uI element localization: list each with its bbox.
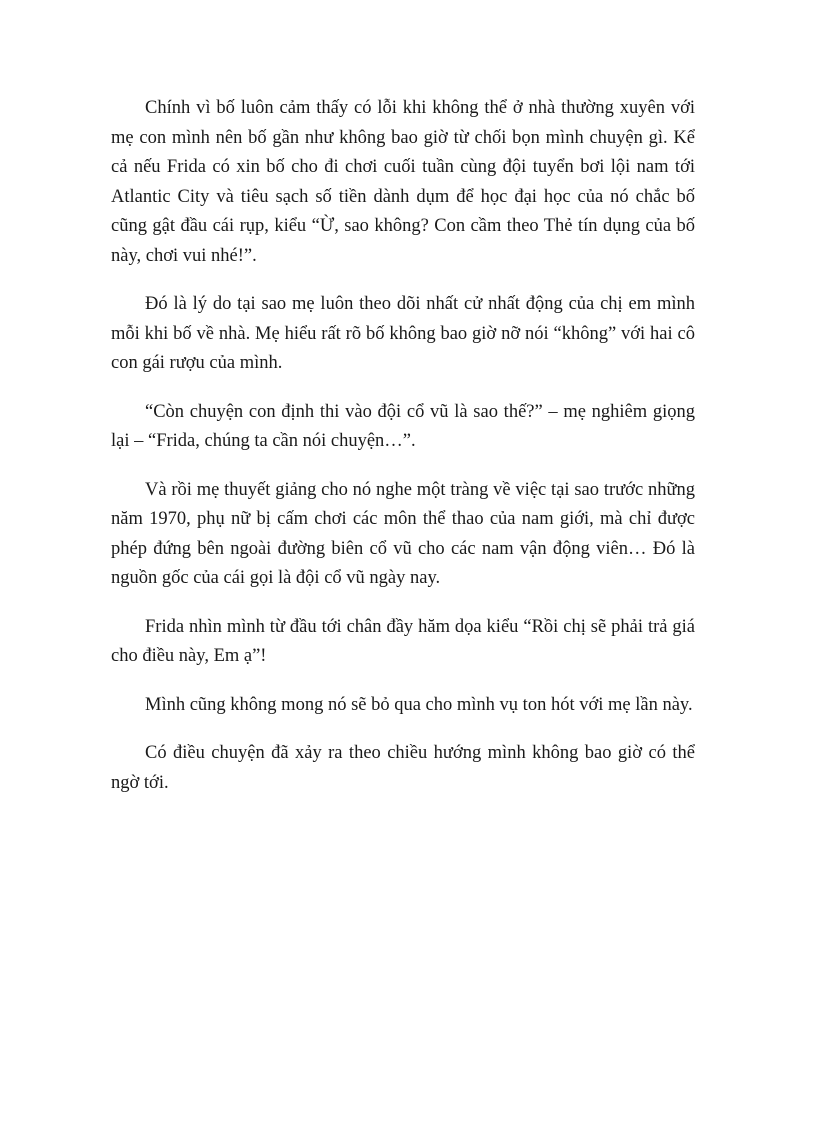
paragraph-2: Đó là lý do tại sao mẹ luôn theo dõi nhất cử nhất động của chị em mình mỗi khi bố về nhà. Mẹ hiểu rất rõ bố không bao giờ nỡ nói “không” với hai cô con gái rượu của mình.	[111, 294, 695, 373]
body-text	[111, 94, 695, 817]
paragraph-7: Có điều chuyện đã xảy ra theo chiều hướng mình không bao giờ có thể ngờ tới.	[111, 743, 695, 793]
paragraph-1: Chính vì bố luôn cảm thấy có lỗi khi không thể ở nhà thường xuyên với mẹ con mình nên bố gần như không bao giờ từ chối bọn mình chuyện gì. Kể cả nếu Frida có xin bố cho đi chơi cuối tuần cùng đội tuyển bơi lội nam tới Atlantic City và tiêu sạch số tiền dành dụm để học đại học của nó chắc bố cũng gật đầu cái rụp, kiểu “Ừ, sao không? Con cầm theo Thẻ tín dụng của bố này, chơi vui nhé!”.	[111, 98, 695, 266]
paragraph-5: Frida nhìn mình từ đầu tới chân đầy hăm dọa kiểu “Rồi chị sẽ phải trả giá cho điều này, Em ạ”!	[111, 616, 695, 666]
paragraph-3: “Còn chuyện con định thi vào đội cổ vũ là sao thế?” – mẹ nghiêm giọng lại – “Frida, chúng ta cần nói chuyện…”.	[111, 401, 695, 451]
paragraph-6: Mình cũng không mong nó sẽ bỏ qua cho mình vụ ton hót với mẹ lần này.	[145, 694, 693, 715]
paragraph-4: Và rồi mẹ thuyết giảng cho nó nghe một tràng về việc tại sao trước những năm 1970, phụ nữ bị cấm chơi các môn thể thao của nam giới, mà chỉ được phép đứng bên ngoài đường biên cổ vũ cho các nam vận động viên… Đó là nguồn gốc của cái gọi là đội cổ vũ ngày nay.	[111, 479, 695, 588]
